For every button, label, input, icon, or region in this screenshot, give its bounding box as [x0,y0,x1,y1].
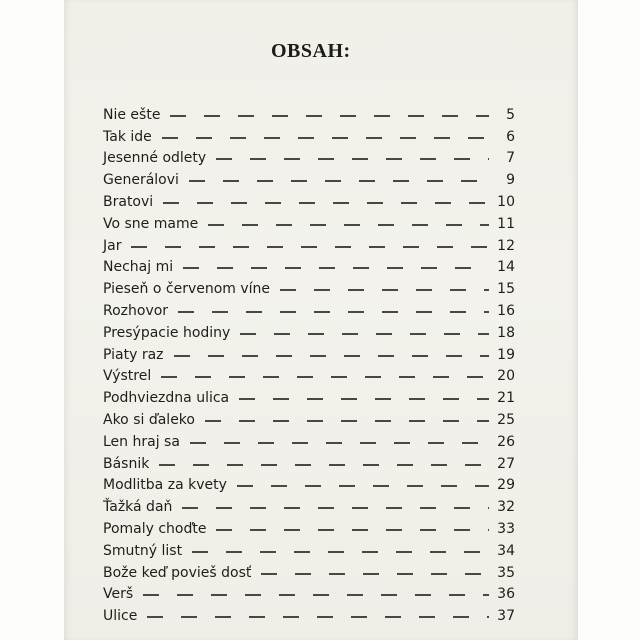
toc-entry-title: Ťažká daň [103,499,173,516]
toc-entry [103,496,515,518]
dash-leader [170,115,489,117]
toc-entry [103,257,515,279]
toc-page-number: 33 [497,521,515,538]
dash-leader [131,246,489,248]
dash-leader [159,464,489,466]
toc-entry [103,605,515,627]
toc-entry-title: Vo sne mame [103,215,199,232]
toc-entry [103,518,515,540]
toc-entry [103,366,515,388]
toc-page-number: 29 [497,477,515,494]
toc-entry-title: Výstrel [103,368,152,385]
toc-page-number: 37 [497,608,515,625]
toc-page-number: 11 [497,215,515,232]
dash-leader [182,507,489,509]
toc-entry-title: Modlitba za kvety [103,477,227,494]
toc-entry [103,104,515,126]
toc-entry [103,387,515,409]
dash-leader [174,355,489,357]
toc-page-number: 26 [497,433,515,450]
toc-page-number: 32 [497,499,515,516]
toc-page-number: 36 [497,586,515,603]
toc-page-number: 6 [506,128,515,145]
toc-entry-title: Ulice [103,608,138,625]
toc-entry [103,584,515,606]
toc-page-number: 9 [506,172,515,189]
toc-entry [103,540,515,562]
toc-entry [103,344,515,366]
dash-leader [143,594,489,596]
toc-page-number: 20 [497,368,515,385]
toc-entry-title: Pieseň o červenom víne [103,281,271,298]
dash-leader [205,420,489,422]
toc-entry [103,431,515,453]
toc-page-number: 16 [497,303,515,320]
dash-leader [192,551,489,553]
toc-entry-title: Smutný list [103,542,183,559]
dash-leader [216,158,489,160]
toc-entry [103,148,515,170]
toc-entry-title: Generálovi [103,172,179,189]
toc-entry [103,278,515,300]
toc-entry [103,213,515,235]
toc-entry [103,453,515,475]
dash-leader [239,398,489,400]
toc-entry-title: Básnik [103,455,150,472]
toc-page-number: 12 [497,237,515,254]
dash-leader [190,442,489,444]
dash-leader [208,224,489,226]
toc-page-number: 14 [497,259,515,276]
toc-page-number: 7 [506,150,515,167]
dash-leader [240,333,489,335]
toc-entry-title: Piaty raz [103,346,164,363]
toc-entry-title: Rozhovor [103,303,169,320]
toc-entry [103,322,515,344]
toc-entry [103,562,515,584]
page-title: OBSAH: [271,40,351,62]
dash-leader [189,180,489,182]
toc-entry-title: Tak ide [103,128,152,145]
toc-entry-title: Jesenné odlety [103,150,207,167]
dash-leader [162,137,489,139]
dash-leader [163,202,489,204]
toc-entry-title: Presýpacie hodiny [103,324,231,341]
toc-entry-title: Jar [103,237,122,254]
dash-leader [161,376,489,378]
toc-page-number: 27 [497,455,515,472]
toc-page-number: 21 [497,390,515,407]
toc-entry-title: Podhviezdna ulica [103,390,230,407]
toc-page-number: 34 [497,542,515,559]
dash-leader [216,529,489,531]
toc-entry [103,409,515,431]
dash-leader [280,289,489,291]
toc-entry [103,475,515,497]
toc-page-number: 15 [497,281,515,298]
toc-entry-title: Nechaj mi [103,259,174,276]
dash-leader [261,573,489,575]
toc-page-number: 35 [497,564,515,581]
toc-page-number: 19 [497,346,515,363]
dash-leader [147,616,489,618]
dash-leader [183,267,489,269]
toc-entry-title: Bože keď povieš dosť [103,564,252,581]
toc-entry-title: Nie ešte [103,106,161,123]
toc-page-number: 5 [506,106,515,123]
toc-entry-title: Verš [103,586,134,603]
toc-entry-title: Len hraj sa [103,433,180,450]
toc-page-number: 18 [497,324,515,341]
toc-page-number: 10 [497,194,515,211]
toc-entry-title: Bratovi [103,194,154,211]
toc-entry [103,126,515,148]
toc-entry [103,300,515,322]
toc-entry [103,191,515,213]
toc-entry [103,235,515,257]
dash-leader [237,485,489,487]
table-of-contents [103,104,515,627]
toc-page-number: 25 [497,412,515,429]
toc-entry-title: Ako si ďaleko [103,412,195,429]
dash-leader [178,311,489,313]
toc-entry [103,169,515,191]
toc-entry-title: Pomaly choďte [103,521,207,538]
